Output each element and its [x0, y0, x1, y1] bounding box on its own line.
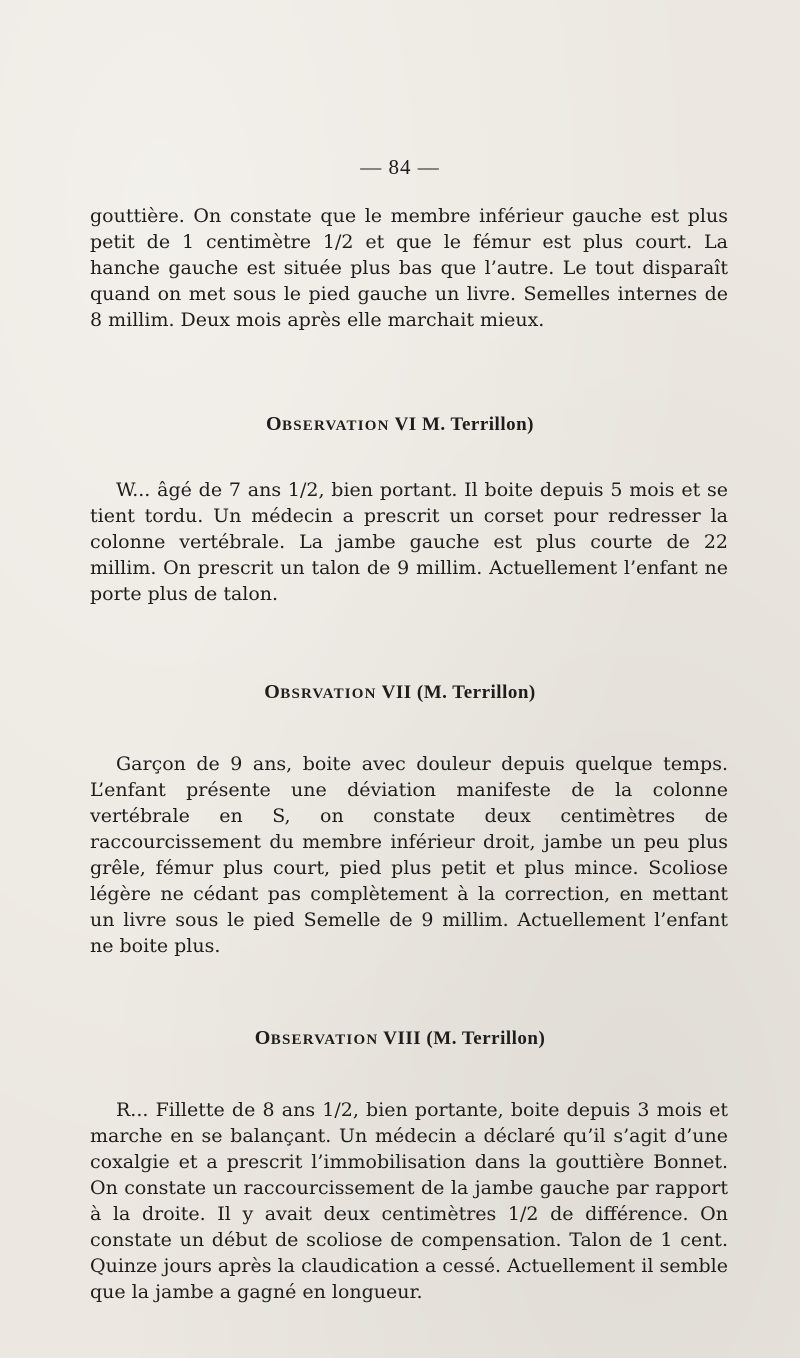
heading-smallcaps: BSERVATION — [270, 1032, 379, 1048]
heading-initial: O — [264, 681, 281, 703]
heading-rest: VIII (M. Terrillon) — [378, 1028, 546, 1049]
heading-smallcaps: BSRVATION — [280, 686, 377, 702]
observation-heading-vii — [0, 681, 800, 704]
observation-heading-viii — [0, 1027, 800, 1050]
page-number: — 84 — — [360, 155, 440, 179]
heading-initial: O — [254, 1027, 271, 1049]
heading-smallcaps: BSERVATION — [282, 418, 390, 434]
paragraph-continuation: gouttière. On constate que le membre inférieur gauche est plus petit de 1 centimètre 1/2 et que le fémur est plus court. La hanche gauche est située plus bas que l’autre. Le tout disparaît quand on met sous le pied gauche un livre. Semelles internes de 8 millim. Deux mois après elle marchait mieux. — [90, 205, 728, 331]
heading-rest: VII (M. Terrillon) — [376, 682, 536, 703]
heading-rest: VI M. Terrillon) — [389, 414, 534, 435]
heading-initial: O — [265, 413, 283, 435]
observation-vii-text: Garçon de 9 ans, boite avec douleur depuis quelque temps. L’enfant présente une déviation manifeste de la colonne vertébrale en S, on constate deux centimètres de raccourcissement du membre inférieur droit, jambe un peu plus grêle, fémur plus court, pied plus petit et plus mince. Scoliose légère ne cédant pas complètement à la correction, en mettant un livre sous le pied Semelle de 9 millim. Actuellement l’enfant ne boite plus. — [90, 753, 728, 957]
observation-viii-text: R... Fillette de 8 ans 1/2, bien portante, boite depuis 3 mois et marche en se balançant. Un médecin a déclaré qu’il s’agit d’une coxalgie et a prescrit l’immobilisation dans la gouttière Bonnet. On constate un raccourcissement de la jambe gauche par rapport à la droite. Il y avait deux centimètres 1/2 de différence. On constate un début de scoliose de compensation. Talon de 1 cent. Quinze jours après la claudication a cessé. Actuellement il semble que la jambe a gagné en longueur. — [90, 1099, 728, 1303]
observation-heading-vi — [0, 413, 800, 436]
observation-vi-text: W... âgé de 7 ans 1/2, bien portant. Il boite depuis 5 mois et se tient tordu. Un médecin a prescrit un corset pour redresser la colonne vertébrale. La jambe gauche est plus courte de 22 millim. On prescrit un talon de 9 millim. Actuellement l’enfant ne porte plus de talon. — [90, 479, 728, 605]
